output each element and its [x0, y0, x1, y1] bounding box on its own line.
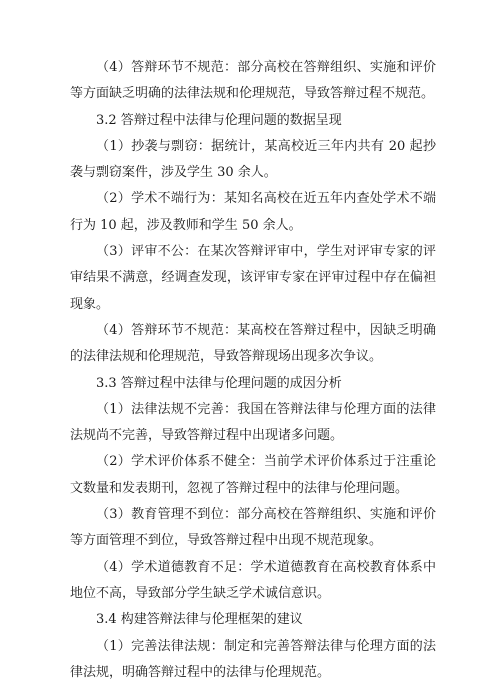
paragraph-plagiarism: （1）抄袭与剽窃：据统计，某高校近三年内共有 20 起抄袭与剽窃案件，涉及学生 30 余人。 — [70, 138, 436, 181]
section-heading-3-2: 3.2 答辩过程中法律与伦理问题的数据呈现 — [96, 112, 342, 128]
section-heading-3-3: 3.3 答辩过程中法律与伦理问题的成因分析 — [96, 375, 342, 391]
paragraph-improve-laws: （1）完善法律法规：制定和完善答辩法律与伦理方面的法律法规，明确答辩过程中的法律与伦理规范。 — [70, 638, 436, 680]
paragraph-management: （3）教育管理不到位：部分高校在答辩组织、实施和评价等方面管理不到位，导致答辩过程中出现不规范现象。 — [70, 507, 436, 549]
document-body — [70, 55, 436, 686]
paragraph-imperfect-laws: （1）法律法规不完善：我国在答辩法律与伦理方面的法律法规尚不完善，导致答辩过程中出现诸多问题。 — [70, 401, 436, 444]
paragraph-academic-misconduct: （2）学术不端行为：某知名高校在近五年内查处学术不端行为 10 起，涉及教师和学生 50 余人。 — [70, 191, 436, 233]
paragraph-irregular-defense: （4）答辩环节不规范：某高校在答辩过程中，因缺乏明确的法律法规和伦理规范，导致答辩现场出现多次争议。 — [70, 322, 436, 365]
paragraph-ethics-education: （4）学术道德教育不足：学术道德教育在高校教育体系中地位不高，导致部分学生缺乏学术诚信意识。 — [70, 559, 436, 601]
paragraph-evaluation-system: （2）学术评价体系不健全：当前学术评价体系过于注重论文数量和发表期刊，忽视了答辩过程中的法律与伦理问题。 — [70, 454, 436, 496]
section-heading-3-4: 3.4 构建答辩法律与伦理框架的建议 — [96, 612, 303, 628]
paragraph-unfair-review: （3）评审不公：在某次答辩评审中，学生对评审专家的评审结果不满意，经调查发现，该评审专家在评审过程中存在偏袒现象。 — [70, 244, 436, 312]
paragraph-evaluation-irregular: （4）答辩环节不规范：部分高校在答辩组织、实施和评价等方面缺乏明确的法律法规和伦理规范，导致答辩过程不规范。 — [70, 60, 436, 102]
